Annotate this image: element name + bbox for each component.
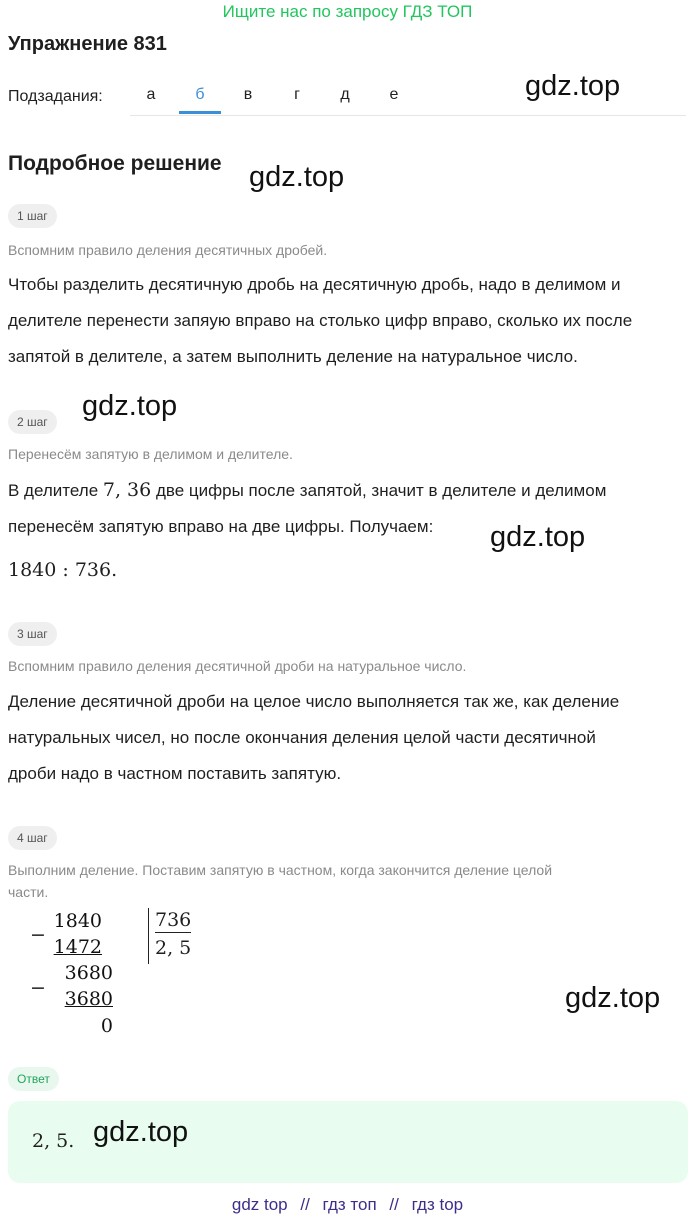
minus-sign: −: [30, 977, 46, 999]
text-line: запятой в делителе, а затем выполнить деление на натуральное число.: [8, 347, 578, 366]
minus-sign: −: [30, 924, 46, 946]
division-bar: [148, 908, 149, 964]
watermark: gdz.top: [565, 982, 661, 1014]
watermark: gdz.top: [93, 1116, 189, 1148]
tab-d[interactable]: д: [340, 86, 350, 103]
watermark: gdz.top: [249, 161, 345, 193]
footer-link[interactable]: gdz top: [231, 1195, 288, 1214]
step-text: [8, 684, 692, 792]
watermark: gdz.top: [525, 70, 621, 102]
step-text: [8, 267, 692, 375]
tab-a[interactable]: а: [146, 86, 156, 103]
active-tab-indicator: [179, 111, 221, 114]
footer-link[interactable]: гдз top: [411, 1195, 464, 1214]
step-badge: 2 шаг: [8, 410, 57, 434]
footer-link[interactable]: гдз топ: [322, 1195, 377, 1214]
hint-line: Выполним деление. Поставим запятую в частном, когда закончится деление целой: [8, 862, 553, 878]
text-line: [8, 472, 692, 509]
step-badge: 4 шаг: [8, 826, 57, 850]
answer-box: [8, 1101, 688, 1183]
step-badge: 3 шаг: [8, 622, 57, 646]
page-title: Упражнение 831: [8, 33, 167, 55]
watermark: gdz.top: [490, 521, 586, 553]
step-hint: [8, 859, 552, 903]
tab-g[interactable]: г: [294, 86, 300, 103]
text-line: делителе перенести запяую вправо на столько цифр вправо, сколько их после: [8, 311, 633, 330]
subtasks-label: Подзадания:: [8, 88, 103, 105]
step-badge: 1 шаг: [8, 204, 57, 228]
text-line: Чтобы разделить десятичную дробь на десятичную дробь, надо в делимом и: [8, 275, 621, 294]
text-fragment: две цифры после запятой, значит в делителе и делимом: [151, 481, 607, 500]
step-hint: Вспомним правило деления десятичной дроби на натуральное число.: [8, 658, 467, 674]
long-division: [0, 905, 300, 1045]
text-fragment: В делителе: [8, 481, 103, 500]
footer-separator: //: [300, 1195, 310, 1214]
solution-heading: Подробное решение: [8, 152, 222, 175]
math-expression: 1840 : 736.: [8, 559, 118, 581]
partial-product: 3680: [64, 988, 113, 1010]
partial-product: 1472: [53, 936, 102, 958]
math-divisor: 7, 36: [102, 479, 152, 501]
divisor: 736: [155, 909, 192, 931]
answer-value: 2, 5.: [32, 1130, 75, 1152]
hint-line: части.: [8, 884, 49, 900]
watermark: gdz.top: [82, 390, 178, 422]
step-hint: Вспомним правило деления десятичных дробей.: [8, 242, 328, 258]
text-line: перенесём запятую вправо на две цифры. Получаем:: [8, 517, 434, 536]
text-line: Деление десятичной дроби на целое число выполняется так же, как деление: [8, 692, 620, 711]
tab-b[interactable]: б: [195, 86, 205, 103]
dividend: 1840: [53, 910, 102, 932]
answer-badge: Ответ: [8, 1067, 59, 1091]
text-line: дроби надо в частном поставить запятую.: [8, 764, 342, 783]
step-text: [8, 472, 692, 545]
remainder: 3680: [64, 962, 113, 984]
tab-e[interactable]: е: [389, 86, 399, 103]
footer-separator: //: [389, 1195, 399, 1214]
tab-v[interactable]: в: [243, 86, 253, 103]
final-remainder: 0: [100, 1015, 113, 1037]
promo-banner: Ищите нас по запросу ГДЗ ТОП: [222, 2, 473, 21]
quotient: 2, 5: [155, 937, 192, 959]
text-line: натуральных чисел, но после окончания деления целой части десятичной: [8, 728, 596, 747]
step-hint: Перенесём запятую в делимом и делителе.: [8, 446, 293, 462]
footer-links: [0, 1195, 695, 1215]
